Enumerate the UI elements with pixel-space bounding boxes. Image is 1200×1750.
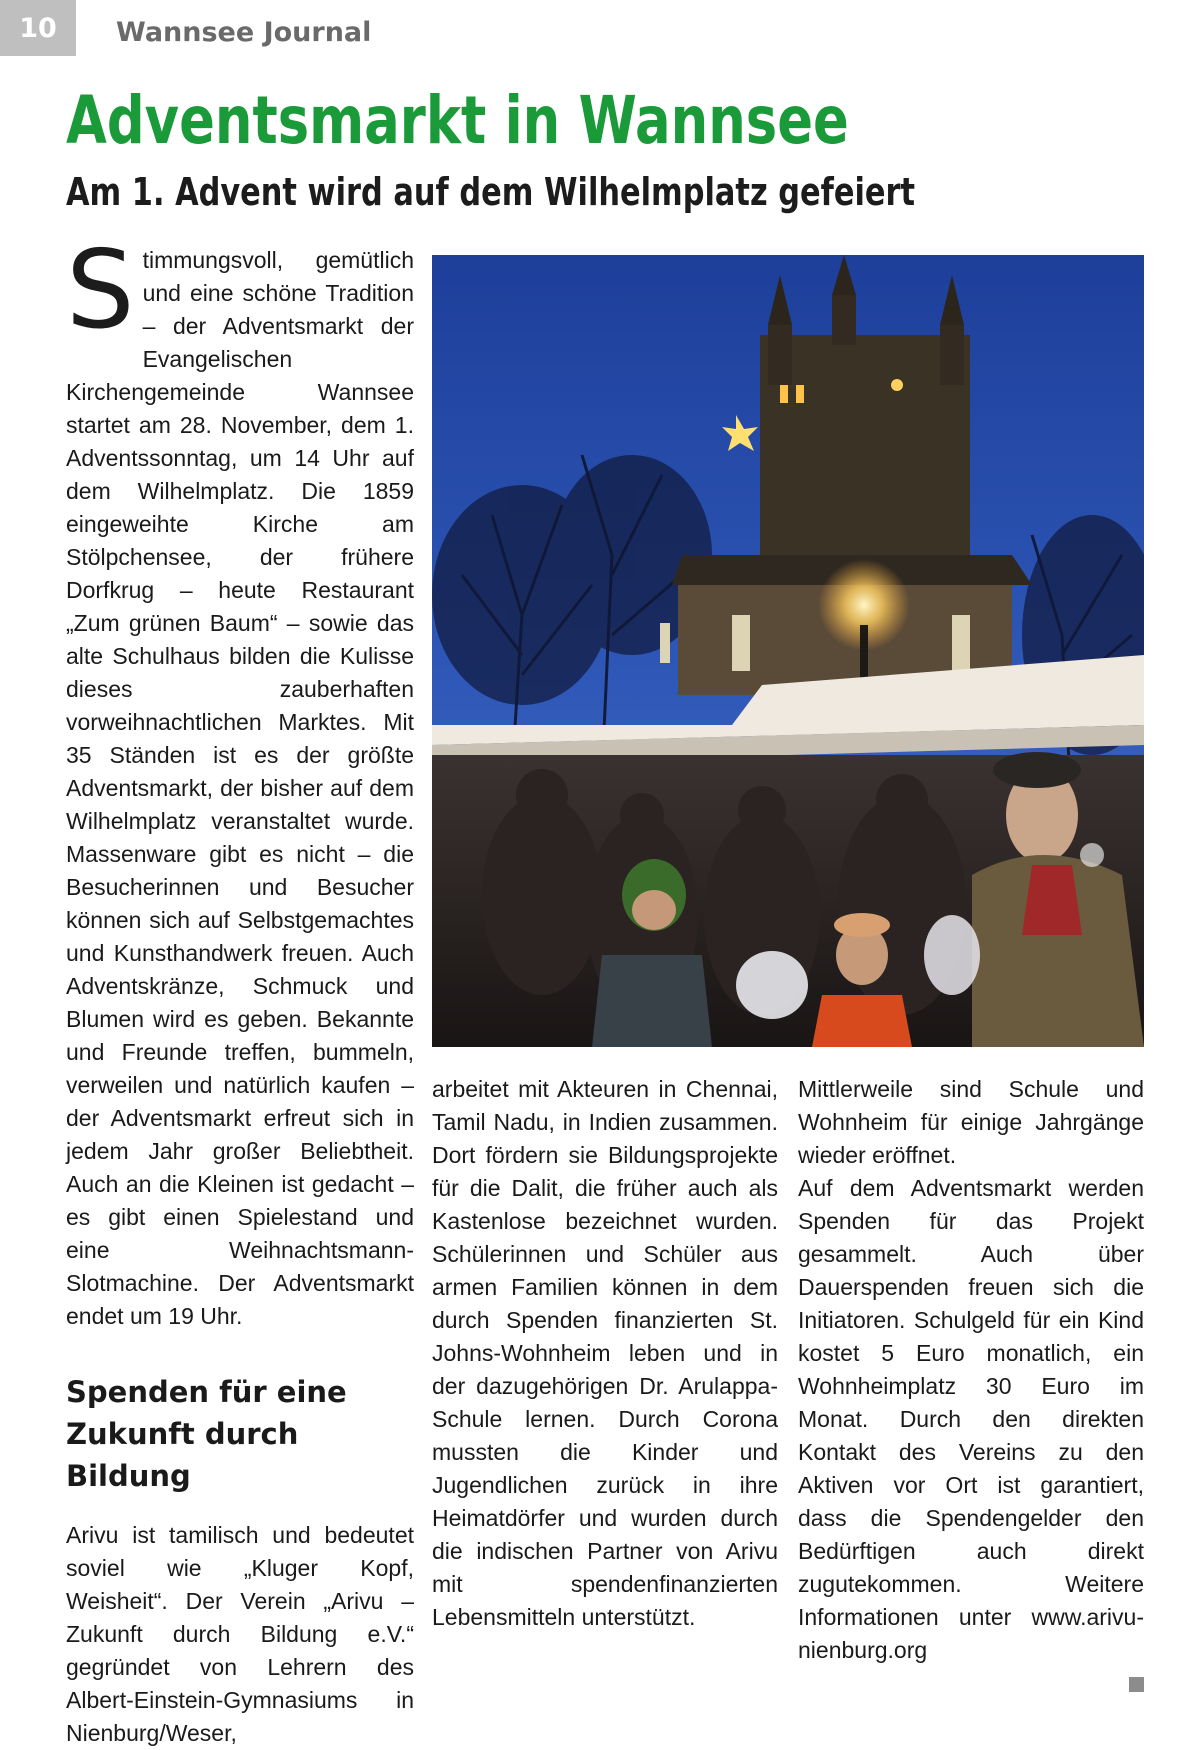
article-column-3 [798,1073,1144,1692]
section-paragraph-col2: arbeitet mit Akteuren in Chennai, Tamil Nadu, in Indien zusammen. Dort fördern sie Bildungsprojekte für die Dalit, die früher auch als Kastenlose bezeichnet wurden. Schülerinnen und Schüler aus armen Familien können in dem durch Spenden finanzierten St. Johns-Wohnheim leben und in der dazugehörigen Dr. Arulappa-Schule lernen. Durch Corona mussten die Kinder und Jugendlichen zurück in ihre Heimatdörfer und wurden durch die indischen Partner von Arivu mit spendenfinanzierten Lebensmitteln unterstützt. [432,1076,778,1630]
article-column-2 [432,1073,778,1634]
section-heading: Spenden für eine Zukunft durch Bildung [66,1375,347,1493]
section-paragraph-col3-a: Mittlerweile sind Schule und Wohnheim für einige Jahrgänge wieder eröffnet. [798,1076,1144,1168]
section-paragraph-col1: Arivu ist tamilisch und bedeutet soviel wie „Kluger Kopf, Weisheit“. Der Verein „Arivu – Zukunft durch Bildung e.V.“ gegründet von Lehrern des Albert-Einstein-Gymnasiums in Nienburg/Weser, [66,1522,414,1746]
journal-name: Wannsee Journal [116,17,372,48]
page-number: 10 [0,0,76,56]
market-photo [432,255,1144,1047]
section-paragraph-col3-b: Auf dem Adventsmarkt werden Spenden für das Projekt gesammelt. Auch über Dauerspenden freuen sich die Initiatoren. Schulgeld für ein Kind kostet 5 Euro monatlich, ein Wohnheimplatz 30 Euro im Monat. Durch den direkten Kontakt des Vereins zu den Aktiven vor Ort ist garantiert, dass die Spendengelder den Bedürftigen auch direkt zugutekommen. Weitere Informationen unter www.arivu-nienburg.org [798,1175,1144,1663]
intro-paragraph: timmungsvoll, gemütlich und eine schöne Tradition – der Adventsmarkt der Evangelischen Kirchengemeinde Wannsee startet am 28. November, dem 1. Adventssonntag, um 14 Uhr auf dem Wilhelmplatz. Die 1859 eingeweihte Kirche am Stölpchensee, der frühere Dorfkrug – heute Restaurant „Zum grünen Baum“ – sowie das alte Schulhaus bilden die Kulisse dieses zauberhaften vorweihnachtlichen Marktes. Mit 35 Ständen ist es der größte Adventsmarkt, der bisher auf dem Wilhelmplatz veranstaltet wurde. Massenware gibt es nicht – die Besucherinnen und Besucher können sich auf Selbstgemachtes und Kunsthandwerk freuen. Auch Adventskränze, Schmuck und Blumen wird es geben. Bekannte und Freunde treffen, bummeln, verweilen und natürlich kaufen – der Adventsmarkt erfreut sich in jedem Jahr großer Beliebtheit. Auch an die Kleinen ist gedacht – es gibt einen Spielestand und eine Weihnachtsmann-Slotmachine. Der Adventsmarkt endet um 19 Uhr. [66,247,414,1329]
dropcap: S [66,228,135,353]
article-subtitle: Am 1. Advent wird auf dem Wilhelmplatz gefeiert [66,170,916,214]
article-column-1 [66,228,414,1750]
article-title: Adventsmarkt in Wannsee [66,82,849,159]
end-of-article-mark [1129,1677,1144,1692]
